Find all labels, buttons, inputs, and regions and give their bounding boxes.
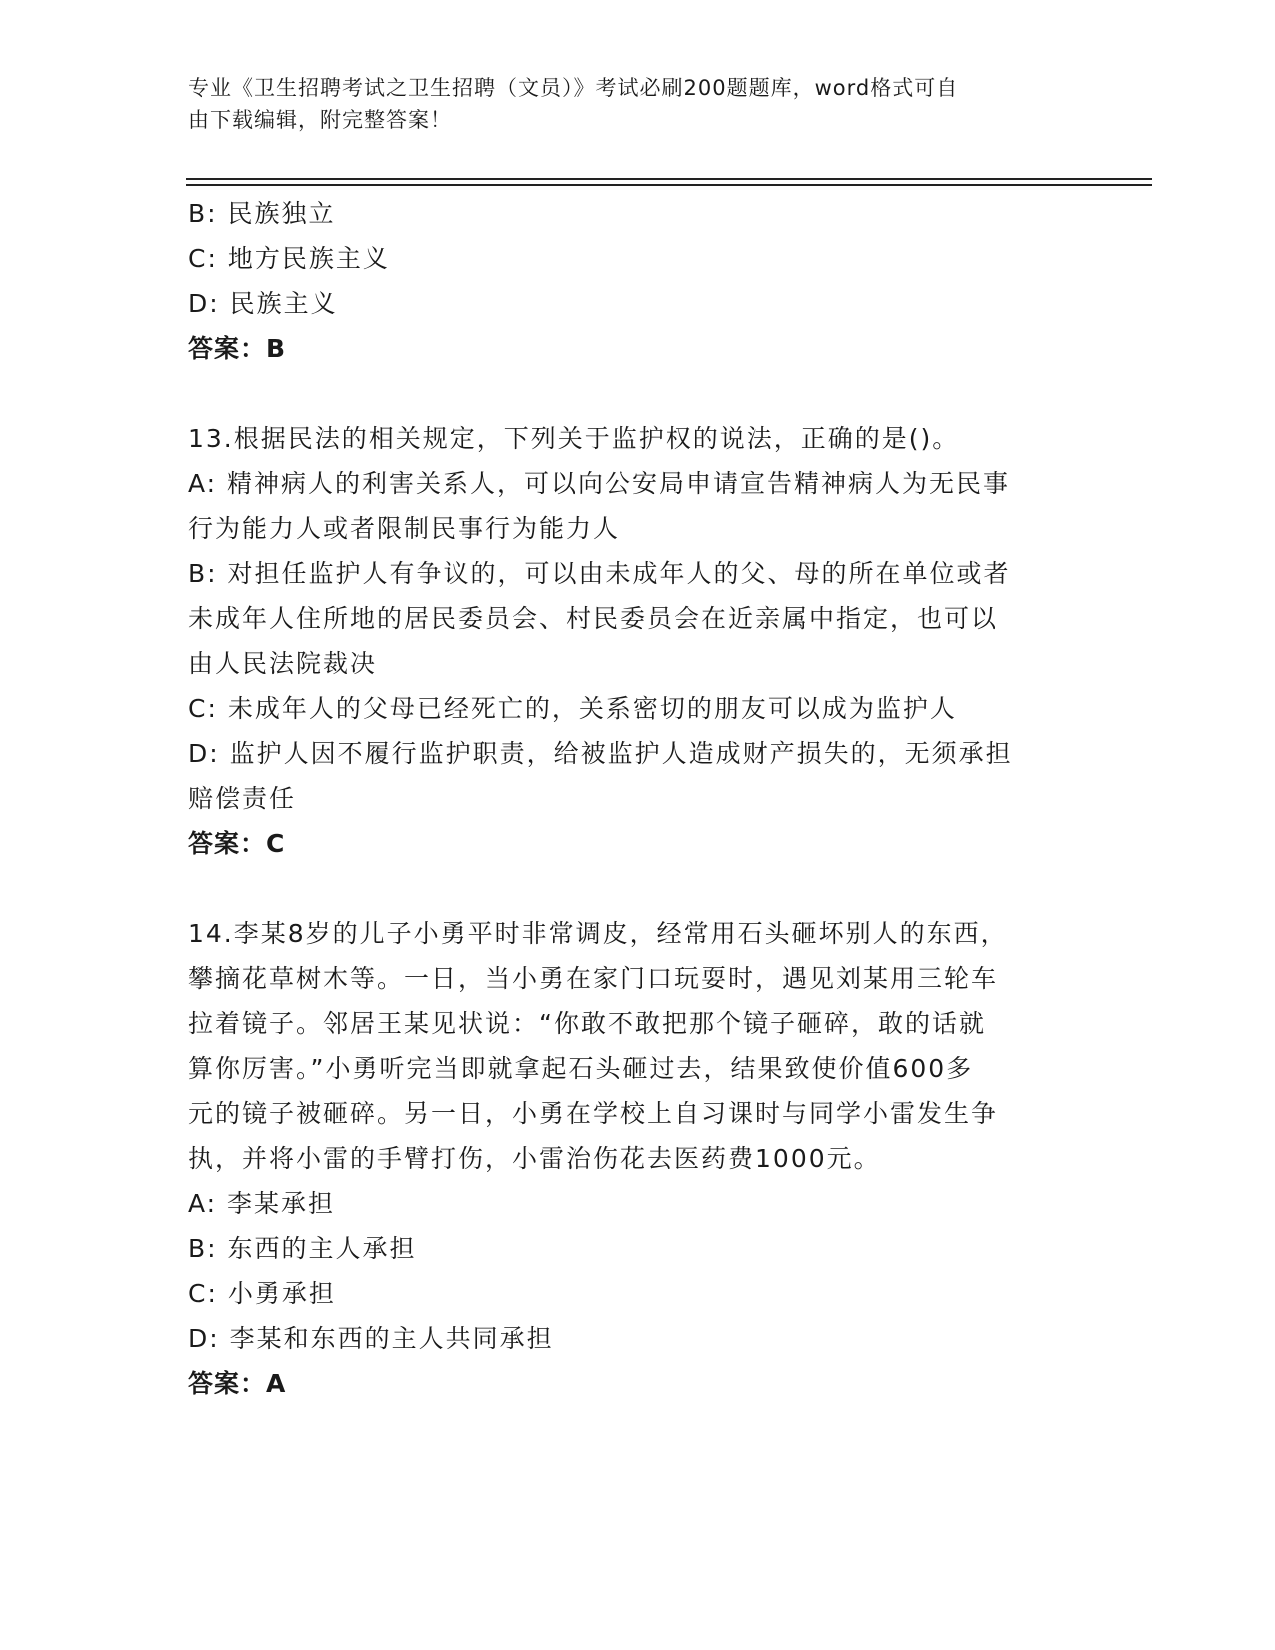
document-header (188, 72, 1068, 136)
option-b: B: 对担任监护人有争议的，可以由未成年人的父、母的所在单位或者 (188, 559, 1011, 588)
spacer (188, 371, 1088, 416)
spacer (188, 866, 1088, 911)
option-d: D: 民族主义 (188, 289, 338, 318)
question-stem: 攀摘花草树木等。一日，当小勇在家门口玩耍时，遇见刘某用三轮车 (188, 964, 999, 993)
header-divider (186, 184, 1152, 186)
answer-label: 答案：B (188, 334, 287, 363)
option-d-cont: 赔偿责任 (188, 784, 297, 813)
answer-label: 答案：A (188, 1369, 287, 1398)
answer-label: 答案：C (188, 829, 286, 858)
option-a: A: 精神病人的利害关系人，可以向公安局申请宣告精神病人为无民事 (188, 469, 1011, 498)
option-d: D: 李某和东西的主人共同承担 (188, 1324, 554, 1353)
option-b: B: 东西的主人承担 (188, 1234, 417, 1263)
option-b-cont: 由人民法院裁决 (188, 649, 378, 678)
question-stem: 拉着镜子。邻居王某见状说：“你敢不敢把那个镜子砸碎，敢的话就 (188, 1009, 986, 1038)
question-stem: 14.李某8岁的儿子小勇平时非常调皮，经常用石头砸坏别人的东西， (188, 919, 1008, 948)
header-line: 由下载编辑，附完整答案！ (188, 108, 452, 132)
option-a: A: 李某承担 (188, 1189, 336, 1218)
option-b-cont: 未成年人住所地的居民委员会、村民委员会在近亲属中指定，也可以 (188, 604, 999, 633)
question-stem: 13.根据民法的相关规定，下列关于监护权的说法，正确的是()。 (188, 424, 960, 453)
question-14 (188, 911, 1088, 1406)
question-stem: 算你厉害。”小勇听完当即就拿起石头砸过去，结果致使价值600多 (188, 1054, 974, 1083)
question-12-tail (188, 191, 1088, 371)
option-a-cont: 行为能力人或者限制民事行为能力人 (188, 514, 621, 543)
header-line: 专业《卫生招聘考试之卫生招聘（文员）》考试必刷200题题库，word格式可自 (188, 76, 959, 100)
option-c: C: 小勇承担 (188, 1279, 336, 1308)
question-stem: 元的镜子被砸碎。另一日，小勇在学校上自习课时与同学小雷发生争 (188, 1099, 999, 1128)
question-stem: 执，并将小雷的手臂打伤，小雷治伤花去医药费1000元。 (188, 1144, 881, 1173)
question-13 (188, 416, 1088, 866)
question-content (188, 191, 1088, 1406)
option-c: C: 地方民族主义 (188, 244, 390, 273)
header-divider (186, 178, 1152, 180)
option-b: B: 民族独立 (188, 199, 336, 228)
option-c: C: 未成年人的父母已经死亡的，关系密切的朋友可以成为监护人 (188, 694, 957, 723)
option-d: D: 监护人因不履行监护职责，给被监护人造成财产损失的，无须承担 (188, 739, 1013, 768)
